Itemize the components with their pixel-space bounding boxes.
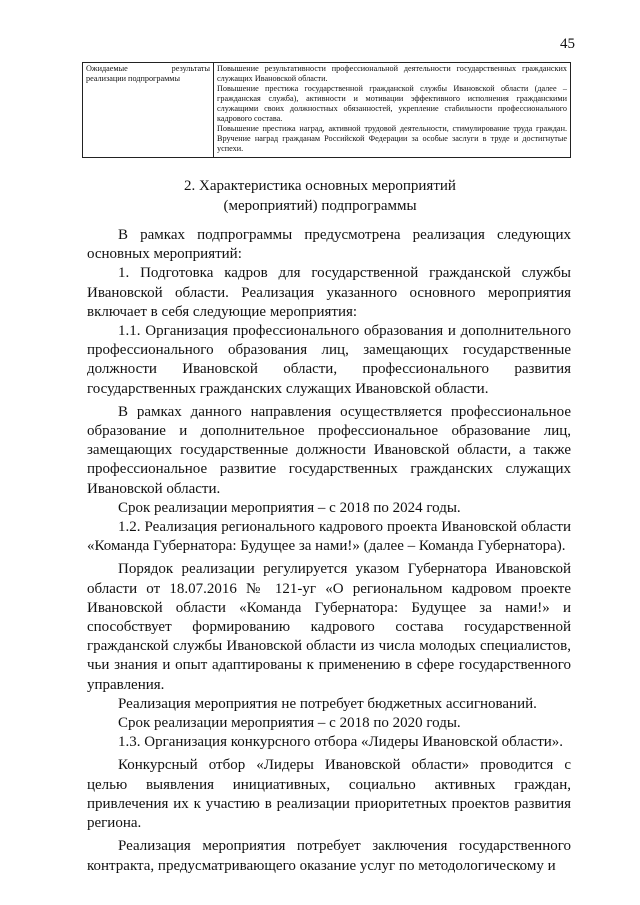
table-content-cell (214, 63, 571, 158)
paragraph: Порядок реализации регулируется указом Губернатора Ивановской области от 18.07.2016 № 121-уг «О региональном кадровом проекте Ивановской области «Команда Губернатора: Будущее за нами!» и способствует формированию кадрового состава государственной гражданской службы Ивановской области из числа молодых специалистов, чьи знания и опыт адаптированы к применению в сфере государственного управления. (87, 561, 571, 693)
paragraph: Конкурсный отбор «Лидеры Ивановской области» проводится с целью выявления инициативных, социально активных граждан, привлечения их к участию в реализации приоритетных проектов развития региона. (87, 757, 571, 832)
section-title-line-1: 2. Характеристика основных мероприятий (184, 178, 456, 194)
paragraph: Реализация мероприятия потребует заключения государственного контракта, предусматривающего оказание услуг по методологическому и (87, 838, 571, 874)
paragraph: В рамках данного направления осуществляется профессиональное образование и дополнительное профессиональное образование лиц, замещающих государственные должности Ивановской области, а также профессиональное развитие государственных гражданских служащих Ивановской области. (87, 403, 571, 497)
paragraph: 1.3. Организация конкурсного отбора «Лидеры Ивановской области». (118, 734, 564, 751)
table-row (83, 63, 571, 158)
table-label-line-1: Ожидаемые результаты (86, 64, 210, 73)
paragraph: 1.2. Реализация регионального кадрового проекта Ивановской области «Команда Губернатора: Будущее за нами!» (далее – Команда Губернатора). (87, 519, 571, 555)
paragraph: В рамках подпрограммы предусмотрена реализация следующих основных мероприятий: (87, 227, 571, 263)
table-content-item: Повышение престижа государственной гражданской службы Ивановской области (далее – гражданская служба), активности и мотивации эффективного исполнения гражданскими служащими своих должностных обязанностей, укрепление стабильности профессионального кадрового состава. (217, 84, 567, 123)
table-content-item: Повышение результативности профессиональной деятельности государственных гражданских служащих Ивановской области. (217, 64, 567, 83)
section-title (0, 176, 640, 216)
table-label-cell (83, 63, 214, 158)
page-number: 45 (560, 36, 575, 52)
table-label-line-2: реализации подпрограммы (86, 74, 180, 83)
paragraph: Срок реализации мероприятия – с 2018 по 2024 годы. (118, 499, 461, 516)
paragraph: 1.1. Организация профессионального образования и дополнительного профессионального образования лиц, замещающих государственные должности Ивановской области, профессионального развития государственных гражданских служащих Ивановской области. (87, 323, 571, 397)
paragraph: Реализация мероприятия не потребует бюджетных ассигнований. (118, 695, 537, 712)
section-title-line-2: (мероприятий) подпрограммы (223, 198, 417, 214)
expected-results-table (82, 62, 571, 158)
table-content-item: Повышение престижа наград, активной трудовой деятельности, стимулирование труда граждан. Вручение наград гражданам Российской Федерации за особые заслуги в труде и достигнутые успехи. (217, 124, 567, 153)
paragraph: 1. Подготовка кадров для государственной гражданской службы Ивановской области. Реализация указанного основного мероприятия включает в себя следующие мероприятия: (87, 265, 571, 320)
body-text (87, 226, 571, 876)
paragraph: Срок реализации мероприятия – с 2018 по 2020 годы. (118, 715, 461, 732)
